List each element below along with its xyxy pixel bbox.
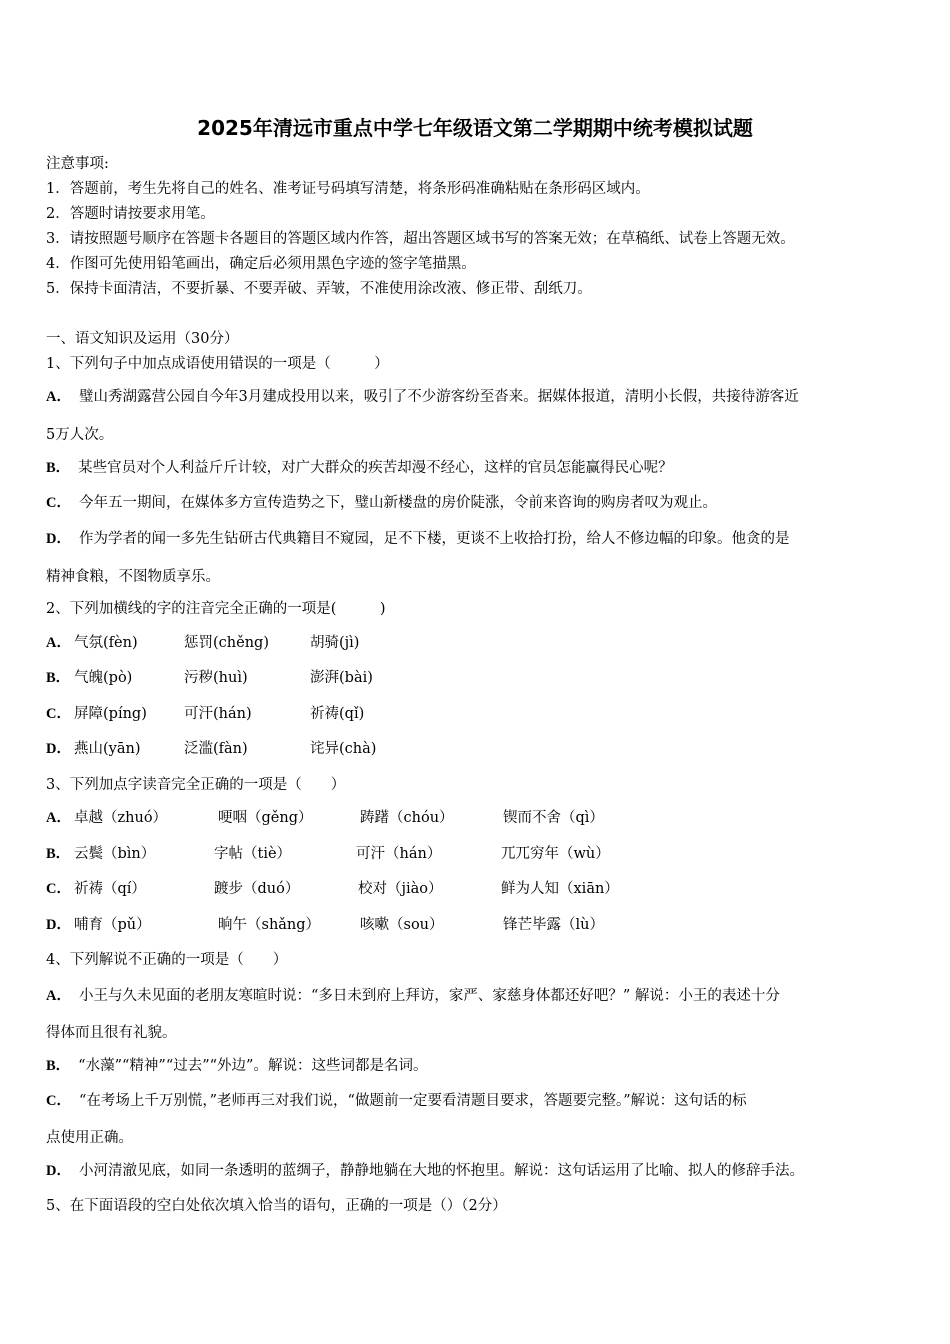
- option-item: 鲜为人知（xiān）: [501, 881, 619, 897]
- option-item: 气魄(pò): [74, 670, 133, 686]
- option-item: 澎湃(bài): [310, 670, 373, 686]
- option-item: 哺育（pǔ）: [74, 917, 151, 933]
- option-item: 诧异(chà): [310, 741, 377, 757]
- option-label: D．: [46, 741, 71, 757]
- option-item: 惩罚(chěng): [184, 635, 269, 651]
- question-5-stem: 5、在下面语段的空白处依次填入恰当的语句，正确的一项是（）（2分）: [46, 1198, 507, 1214]
- q3-option-c: [46, 877, 666, 897]
- option-item: 卓越（zhuó）: [74, 810, 168, 826]
- option-label: C．: [46, 881, 71, 897]
- option-text: 作为学者的闻一多先生钻研古代典籍目不窥园，足不下楼，更谈不上收拾打扮，给人不修边幅的印象。他贪的是: [78, 531, 790, 547]
- q2-option-d: [46, 737, 446, 757]
- option-item: 可汗（hán）: [356, 846, 442, 862]
- option-text: 璧山秀湖露营公园自今年3月建成投用以来，吸引了不少游客纷至沓来。据媒体报道，清明小长假，共接待游客近: [78, 389, 799, 405]
- option-label: A．: [46, 389, 71, 405]
- q1-option-a: [46, 385, 799, 406]
- option-label: C．: [46, 1093, 71, 1109]
- option-item: 锲而不舍（qì）: [503, 810, 604, 826]
- notice-item: 3．请按照题号顺序在答题卡各题目的答题区域内作答，超出答题区域书写的答案无效；在草稿纸、试卷上答题无效。: [46, 231, 795, 247]
- option-item: 胡骑(jì): [310, 635, 360, 651]
- option-label: C．: [46, 706, 71, 722]
- option-item: 校对（jiào）: [358, 881, 443, 897]
- q1-option-b: [46, 456, 673, 477]
- q4-option-d: [46, 1159, 804, 1180]
- option-label: D．: [46, 1163, 71, 1179]
- notice-item: 5．保持卡面清洁，不要折暴、不要弄破、弄皱，不准使用涂改液、修正带、刮纸刀。: [46, 281, 592, 297]
- option-item: 污秽(huì): [184, 670, 248, 686]
- option-label: B．: [46, 846, 71, 862]
- option-item: 屏障(píng): [74, 706, 147, 722]
- option-item: 踱步（duó）: [214, 881, 300, 897]
- q4-option-c-cont: 点使用正确。: [46, 1130, 133, 1146]
- option-text: “水藻”“精神”“过去”“外边”。解说：这些词都是名词。: [78, 1058, 428, 1074]
- option-item: 锋芒毕露（lù）: [503, 917, 604, 933]
- q2-option-b: [46, 666, 446, 686]
- option-label: A．: [46, 635, 71, 651]
- option-text: 某些官员对个人利益斤斤计较，对广大群众的疾苦却漫不经心，这样的官员怎能赢得民心呢？: [78, 460, 673, 476]
- option-item: 泛滥(fàn): [184, 741, 248, 757]
- option-label: D．: [46, 917, 71, 933]
- option-label: B．: [46, 670, 71, 686]
- notice-item: 4．作图可先使用铅笔画出，确定后必须用黑色字迹的签字笔描黑。: [46, 256, 476, 272]
- notice-item: 1．答题前，考生先将自己的姓名、准考证号码填写清楚，将条形码准确粘贴在条形码区域内。: [46, 181, 650, 197]
- q4-option-b: [46, 1054, 427, 1075]
- option-item: 咳嗽（sou）: [360, 917, 444, 933]
- q3-option-a: [46, 806, 666, 826]
- option-item: 可汗(hán): [184, 706, 252, 722]
- option-label: D．: [46, 531, 71, 547]
- q4-option-a: [46, 984, 780, 1005]
- option-label: A．: [46, 810, 71, 826]
- page-title: 2025年清远市重点中学七年级语文第二学期期中统考模拟试题: [197, 116, 753, 140]
- q4-option-a-cont: 得体而且很有礼貌。: [46, 1025, 177, 1041]
- question-4-stem: 4、下列解说不正确的一项是（ ）: [46, 952, 288, 968]
- option-label: A．: [46, 988, 71, 1004]
- notice-item: 2．答题时请按要求用笔。: [46, 206, 215, 222]
- q3-option-b: [46, 842, 666, 862]
- question-1-stem: 1、下列句子中加点成语使用错误的一项是（ ）: [46, 356, 389, 372]
- option-text: 小王与久未见面的老朋友寒暄时说：“多日未到府上拜访，家严、家慈身体都还好吧？” 解说：小王的表述十分: [78, 988, 780, 1004]
- q3-option-d: [46, 913, 666, 933]
- option-label: B．: [46, 1058, 71, 1074]
- option-label: C．: [46, 495, 71, 511]
- question-2-stem: 2、下列加横线的字的注音完全正确的一项是( ): [46, 601, 386, 617]
- option-item: 踌躇（chóu）: [360, 810, 454, 826]
- q1-option-a-cont: 5万人次。: [46, 427, 114, 443]
- option-item: 祈祷（qí）: [74, 881, 146, 897]
- q1-option-c: [46, 491, 717, 512]
- q4-option-c: [46, 1089, 747, 1110]
- option-label: B．: [46, 460, 71, 476]
- q1-option-d-cont: 精神食粮，不图物质享乐。: [46, 569, 220, 585]
- option-text: 今年五一期间，在媒体多方宣传造势之下，璧山新楼盘的房价陡涨，令前来咨询的购房者叹为观止。: [78, 495, 717, 511]
- question-3-stem: 3、下列加点字读音完全正确的一项是（ ）: [46, 777, 346, 793]
- option-item: 云鬓（bìn）: [74, 846, 156, 862]
- option-text: “在考场上千万别慌，”老师再三对我们说，“做题前一定要看清题目要求，答题要完整。”解说：这句话的标: [78, 1093, 747, 1109]
- option-item: 字帖（tiè）: [214, 846, 292, 862]
- option-item: 晌午（shǎng）: [218, 917, 321, 933]
- option-item: 兀兀穷年（wù）: [501, 846, 610, 862]
- q2-option-c: [46, 702, 446, 722]
- option-item: 祈祷(qǐ): [310, 706, 365, 722]
- q1-option-d: [46, 527, 789, 548]
- option-text: 小河清澈见底，如同一条透明的蓝绸子，静静地躺在大地的怀抱里。解说：这句话运用了比喻、拟人的修辞手法。: [78, 1163, 804, 1179]
- option-item: 气氛(fèn): [74, 635, 138, 651]
- section-heading: 一、语文知识及运用（30分）: [46, 331, 239, 347]
- option-item: 燕山(yān): [74, 741, 141, 757]
- notice-heading: 注意事项:: [46, 156, 109, 172]
- q2-option-a: [46, 631, 446, 651]
- option-item: 哽咽（gěng）: [218, 810, 313, 826]
